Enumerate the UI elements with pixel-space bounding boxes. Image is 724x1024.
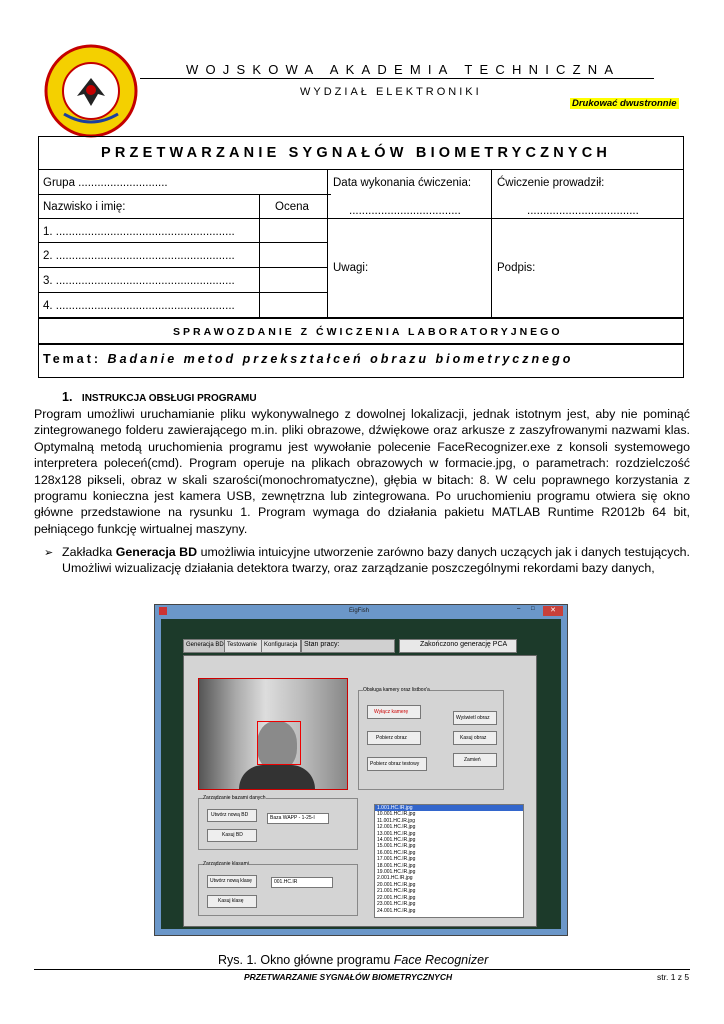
figure-caption — [218, 953, 488, 967]
report-label: SPRAWOZDANIE Z ĆWICZENIA LABORATORYJNEGO — [173, 326, 563, 338]
status-value: Zakończono generację PCA — [420, 641, 508, 648]
bullet-arrow-icon: ➢ — [44, 547, 54, 559]
status-value-box — [399, 639, 517, 653]
date-dots: ................................... — [349, 205, 461, 217]
form-title: PRZETWARZANIE SYGNAŁÓW BIOMETRYCZNYCH — [101, 145, 612, 161]
capture-label: Pobierz obraz — [376, 735, 407, 741]
caption-text: Rys. 1. Okno główne programu — [218, 953, 394, 967]
file-list-item[interactable]: 16.001.HC.IR.jpg — [377, 849, 416, 856]
tab-label: Generacja BD — [186, 642, 224, 648]
topic-text: Badanie metod przekształceń obrazu biometrycznego — [107, 352, 574, 366]
caption-italic: Face Recognizer — [393, 953, 489, 967]
db-select-value: Baza WAPP - 1-25-I — [270, 815, 315, 821]
bullet-paragraph — [62, 544, 690, 577]
bullet-bold: Generacja BD — [115, 545, 198, 559]
replace-button[interactable] — [453, 753, 497, 767]
file-list-item[interactable]: 18.001.HC.IR.jpg — [377, 862, 416, 869]
class-select[interactable] — [271, 877, 333, 888]
led-by-dots: ................................... — [527, 205, 639, 217]
delete-db-label: Kasuj BD — [222, 832, 243, 838]
topic-label: Temat: — [43, 352, 102, 366]
minimize-icon[interactable]: – — [517, 606, 521, 612]
delete-image-button[interactable] — [453, 731, 497, 745]
file-list-item[interactable]: 11.001.HC.IR.jpg — [377, 817, 415, 824]
file-list-item[interactable]: 15.001.HC.IR.jpg — [377, 843, 416, 850]
topic-line — [43, 352, 573, 366]
face-detection-box — [257, 721, 301, 765]
faculty-name: WYDZIAŁ ELEKTRONIKI — [300, 86, 482, 98]
camera-off-label: Wyłącz kamerę — [374, 709, 409, 715]
db-group-label: Zarządzanie bazami danych — [203, 795, 266, 801]
new-class-button[interactable] — [207, 875, 257, 888]
test-capture-label: Pobierz obraz testowy — [370, 761, 420, 767]
student-row-2: 2. ........................................................ — [43, 250, 235, 262]
file-list-item[interactable]: 1.001.HC.IR.jpg — [375, 805, 523, 811]
file-list-item[interactable]: 19.001.HC.IR.jpg — [377, 869, 416, 876]
show-image-label: Wyświetl obraz — [456, 715, 490, 721]
signature-label: Podpis: — [497, 262, 536, 274]
file-list-item[interactable]: 10.001.HC.IR.jpg — [377, 811, 416, 818]
page-number: str. 1 z 5 — [657, 972, 690, 982]
program-screenshot — [154, 604, 568, 936]
camera-group — [358, 687, 504, 790]
group-label: Grupa ............................ — [43, 177, 168, 189]
camera-off-button[interactable] — [367, 705, 421, 719]
file-listbox[interactable] — [374, 804, 524, 918]
db-select[interactable] — [267, 813, 329, 824]
notes-label: Uwagi: — [333, 262, 369, 274]
led-by-label: Ćwiczenie prowadził: — [497, 177, 605, 189]
tab-testowanie[interactable] — [224, 639, 262, 653]
section-number: 1. — [62, 390, 73, 404]
file-list-item[interactable]: 17.001.HC.IR.jpg — [377, 856, 416, 863]
instruction-paragraph: Program umożliwi uruchamianie pliku wykonywalnego z dowolnej lokalizacji, jednak istotnym jest, aby nie pominąć zintegrowanego folderu zawierającego m.in. pliki obrazowe, dźwiękowe oraz arkusze z zaszyfrowanymi nazwami klas. Optymalną metodą uruchomienia programu jest wywołanie polecenie FaceRecognizer.exe z konsoli systemowego interpretera poleceń(cmd). Program operuje na plikach obrazowych w formacie.jpg, o parametrach: rozdzielczość 128x128 pikseli, obraz w skali szarości(monochromatyczne), głębia w bitach: 8. W celu poprawnego korzystania z programu konieczna jest kamera USB, zewnętrzna lub zintegrowana. Po uruchomieniu programu otwiera się okno główne przedstawione na rysunku 1. Program wymaga do działania pakietu MATLAB Runtime R2012b 64 bit, pełniącego funkcję wirtualnej maszyny. — [34, 407, 690, 536]
student-row-3: 3. ........................................................ — [43, 275, 235, 287]
footer-rule — [34, 969, 690, 970]
file-list-item[interactable]: 24.001.HC.IR.jpg — [377, 907, 416, 914]
faculty-logo — [44, 44, 138, 138]
test-capture-button[interactable] — [367, 757, 427, 771]
new-db-label: Utwórz nową BD — [211, 812, 249, 818]
status-label: Stan pracy: — [304, 641, 340, 648]
replace-label: Zamień — [464, 757, 481, 763]
student-row-4: 4. ........................................................ — [43, 300, 235, 312]
section-title: INSTRUKCJA OBSŁUGI PROGRAMU — [81, 393, 257, 404]
delete-class-button[interactable] — [207, 895, 257, 908]
new-db-button[interactable] — [207, 809, 257, 822]
file-list-item[interactable]: 13.001.HC.IR.jpg — [377, 830, 416, 837]
delete-db-button[interactable] — [207, 829, 257, 842]
name-label: Nazwisko i imię: — [43, 201, 126, 213]
bullet-text-end: umożliwia intuicyjne utworzenie zarówno bazy danych uczących jak i danych testujących. Umożliwi wizualizację działania detektora twarzy, oraz zarządzanie poszczególnymi rekordami bazy danych, — [62, 545, 690, 576]
university-name: WOJSKOWA AKADEMIA TECHNICZNA — [186, 62, 621, 77]
bullet-text-start: Zakładka — [62, 545, 116, 559]
db-group — [198, 795, 358, 850]
capture-button[interactable] — [367, 731, 421, 745]
tab-label: Konfiguracja — [264, 642, 298, 648]
file-list-item[interactable]: 12.001.HC.IR.jpg — [377, 824, 416, 831]
print-note: Drukować dwustronnie — [572, 98, 677, 109]
tab-label: Testowanie — [227, 642, 258, 648]
camera-preview — [198, 678, 348, 790]
section-heading — [62, 390, 257, 404]
report-form — [38, 136, 684, 378]
show-image-button[interactable] — [453, 711, 497, 725]
footer-title: PRZETWARZANIE SYGNAŁÓW BIOMETRYCZNYCH — [244, 972, 453, 982]
file-list-item[interactable]: 2.001.HC.IR.jpg — [377, 875, 413, 882]
header-rule — [140, 78, 654, 79]
tab-generacja-bd[interactable] — [183, 639, 225, 653]
student-row-1: 1. ........................................................ — [43, 226, 235, 238]
file-list-item[interactable]: 21.001.HC.IR.jpg — [377, 888, 416, 895]
delete-class-label: Kasuj klasę — [218, 898, 244, 904]
camera-group-label: Obsługa kamery oraz listbox'a — [363, 687, 430, 693]
file-list-item[interactable]: 20.001.HC.IR.jpg — [377, 881, 416, 888]
class-select-value: 001.HC.IR — [274, 879, 298, 885]
delete-image-label: Kasuj obraz — [460, 735, 487, 741]
close-icon[interactable]: ✕ — [543, 606, 563, 616]
window-title: EigFish — [349, 608, 370, 614]
tab-konfiguracja[interactable] — [261, 639, 301, 653]
maximize-icon[interactable]: □ — [531, 606, 535, 612]
matlab-icon — [159, 607, 167, 615]
new-class-label: Utwórz nową klasę — [210, 878, 252, 884]
date-label: Data wykonania ćwiczenia: — [333, 177, 472, 189]
grade-label: Ocena — [275, 201, 309, 213]
file-list-item[interactable]: 14.001.HC.IR.jpg — [377, 837, 416, 844]
file-list-item[interactable]: 23.001.HC.IR.jpg — [377, 901, 416, 908]
class-group-label: Zarządzanie klasami — [203, 861, 249, 867]
status-label-box — [301, 639, 395, 653]
file-list-item[interactable]: 22.001.HC.IR.jpg — [377, 894, 416, 901]
class-group — [198, 861, 358, 916]
